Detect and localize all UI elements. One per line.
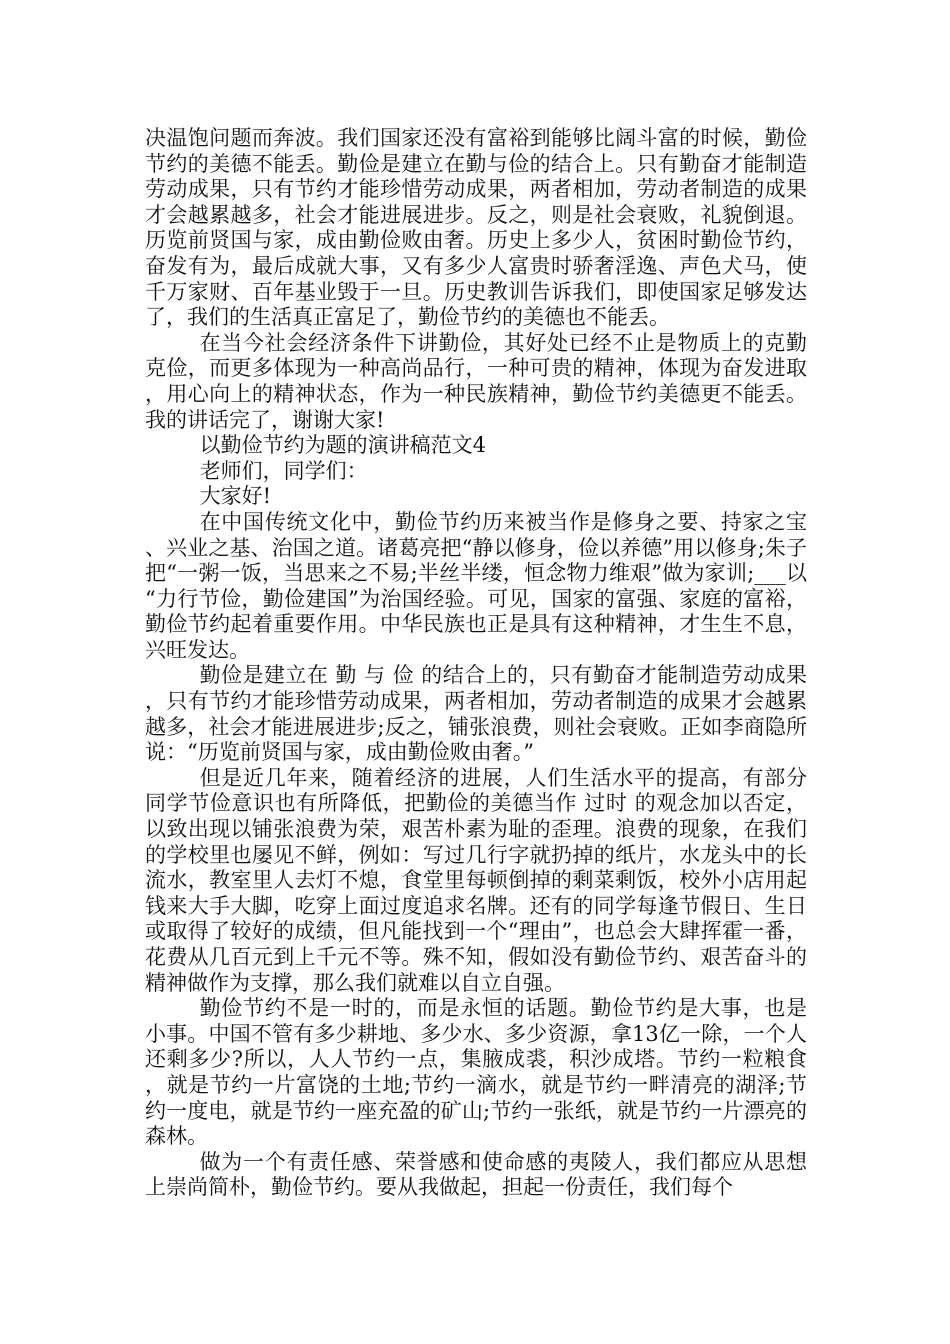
paragraph: 在中国传统文化中，勤俭节约历来被当作是修身之要、持家之宝、兴业之基、治国之道。诸葛亮把“静以修身，俭以养德”用以修身;朱子把“一粥一饭，当思来之不易;半丝半缕，恒念物力维艰”做为家训;___以“力行节俭，勤俭建国”为治国经验。可见，国家的富强、家庭的富裕，勤俭节约起着重要作用。中华民族也正是具有这种精神，才生生不息，兴旺发达。 xyxy=(145,509,807,662)
paragraph: 在当今社会经济条件下讲勤俭，其好处已经不止是物质上的克勤克俭，而更多体现为一种高尚品行，一种可贵的精神，体现为奋发进取，用心向上的精神状态，作为一种民族精神，勤俭节约美德更不能丢。我的讲话完了，谢谢大家! xyxy=(145,330,807,432)
document-page xyxy=(145,126,807,1201)
paragraph-continuation: 决温饱问题而奔波。我们国家还没有富裕到能够比阔斗富的时候，勤俭节约的美德不能丢。勤俭是建立在勤与俭的结合上。只有勤奋才能制造劳动成果，只有节约才能珍惜劳动成果，两者相加，劳动者制造的成果才会越累越多，社会才能进展进步。反之，则是社会衰败，礼貌倒退。历览前贤国与家，成由勤俭败由奢。历史上多少人，贫困时勤俭节约，奋发有为，最后成就大事，又有多少人富贵时骄奢淫逸、声色犬马，使千万家财、百年基业毁于一旦。历史教训告诉我们，即使国家足够发达了，我们的生活真正富足了，勤俭节约的美德也不能丢。 xyxy=(145,126,807,330)
paragraph: 做为一个有责任感、荣誉感和使命感的夷陵人，我们都应从思想上崇尚简朴，勤俭节约。要从我做起，担起一份责任，我们每个 xyxy=(145,1149,807,1200)
greeting: 大家好! xyxy=(199,484,272,509)
paragraph: 但是近几年来，随着经济的进展，人们生活水平的提高，有部分同学节俭意识也有所降低，把勤俭的美德当作 过时 的观念加以否定，以致出现以铺张浪费为荣，艰苦朴素为耻的歪理。浪费的现象，在我们的学校里也屡见不鲜，例如：写过几行字就扔掉的纸片，水龙头中的长流水，教室里人去灯不熄，食堂里每顿倒掉的剩菜剩饭，校外小店用起钱来大手大脚，吃穿上面过度追求名牌。还有的同学每逢节假日、生日或取得了较好的成绩，但凡能找到一个“理由”，也总会大肆挥霍一番，花费从几百元到上千元不等。殊不知，假如没有勤俭节约、艰苦奋斗的精神做作为支撑，那么我们就难以自立自强。 xyxy=(145,765,807,995)
paragraph: 勤俭是建立在 勤 与 俭 的结合上的，只有勤奋才能制造劳动成果，只有节约才能珍惜劳动成果，两者相加，劳动者制造的成果才会越累越多，社会才能进展进步;反之，铺张浪费，则社会衰败。正如李商隐所说：“历览前贤国与家，成由勤俭败由奢。” xyxy=(145,663,807,765)
salutation: 老师们，同学们： xyxy=(199,458,368,483)
section-title: 以勤俭节约为题的演讲稿范文4 xyxy=(199,433,486,458)
paragraph: 勤俭节约不是一时的，而是永恒的话题。勤俭节约是大事，也是小事。中国不管有多少耕地、多少水、多少资源，拿13亿一除，一个人还剩多少?所以，人人节约一点，集腋成裘，积沙成塔。节约一粒粮食，就是节约一片富饶的土地;节约一滴水，就是节约一畔清亮的湖泽;节约一度电，就是节约一座充盈的矿山;节约一张纸，就是节约一片漂亮的森林。 xyxy=(145,996,807,1149)
